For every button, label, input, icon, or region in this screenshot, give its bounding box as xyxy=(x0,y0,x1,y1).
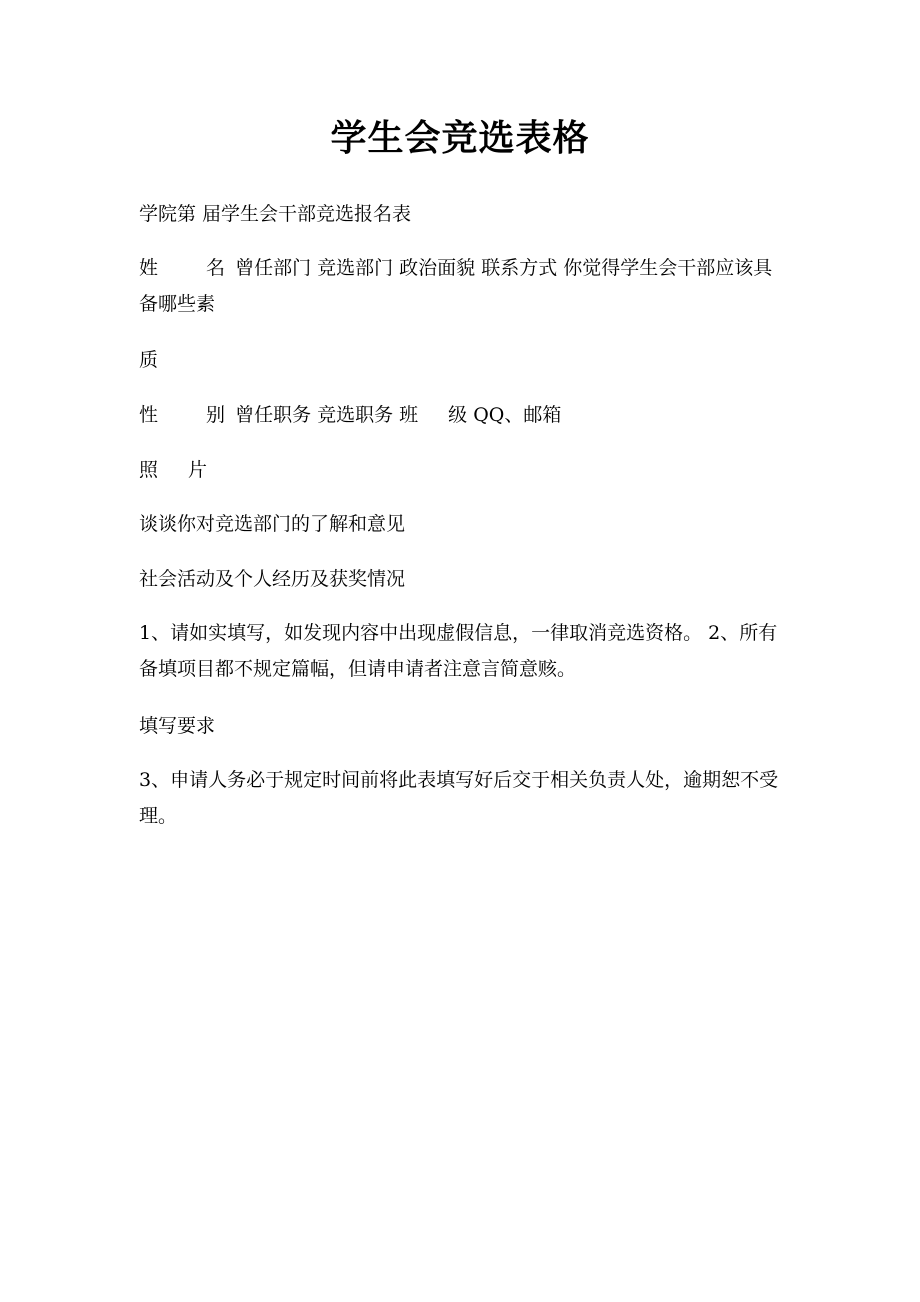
field-row-name xyxy=(139,250,789,322)
requirements-heading: 填写要求 xyxy=(139,715,216,737)
label-grade: 级 xyxy=(448,404,468,426)
notes-1-2: 1、请如实填写，如发现内容中出现虚假信息，一律取消竞选资格。 2、所有备填项目都不规定篇幅，但请申请者注意言简意赅。 xyxy=(139,622,778,680)
field-row-name-continuation: 质 xyxy=(139,349,159,371)
label-name-second-char: 名 xyxy=(206,257,226,279)
field-activities: 社会活动及个人经历及获奖情况 xyxy=(139,568,406,590)
label-name-first-char: 姓 xyxy=(139,257,159,279)
field-row-name-rest: 曾任部门 竞选部门 政治面貌 联系方式 你觉得学生会干部应该具备哪些素 xyxy=(139,257,773,315)
field-row-gender-tail: QQ、邮箱 xyxy=(473,404,562,426)
field-opinion: 谈谈你对竞选部门的了解和意见 xyxy=(139,513,406,535)
label-gender-first-char: 性 xyxy=(139,404,159,426)
label-photo-second-char: 片 xyxy=(188,459,208,481)
document-title: 学生会竞选表格 xyxy=(330,117,590,159)
field-row-gender xyxy=(139,397,789,433)
field-row-photo xyxy=(139,452,789,488)
note-3: 3、申请人务必于规定时间前将此表填写好后交于相关负责人处，逾期恕不受理。 xyxy=(139,769,779,827)
label-gender-second-char: 别 xyxy=(206,404,226,426)
form-subtitle: 学院第 届学生会干部竞选报名表 xyxy=(139,203,412,225)
label-photo-first-char: 照 xyxy=(139,459,159,481)
field-row-gender-middle: 曾任职务 竞选职务 班 xyxy=(235,404,419,426)
